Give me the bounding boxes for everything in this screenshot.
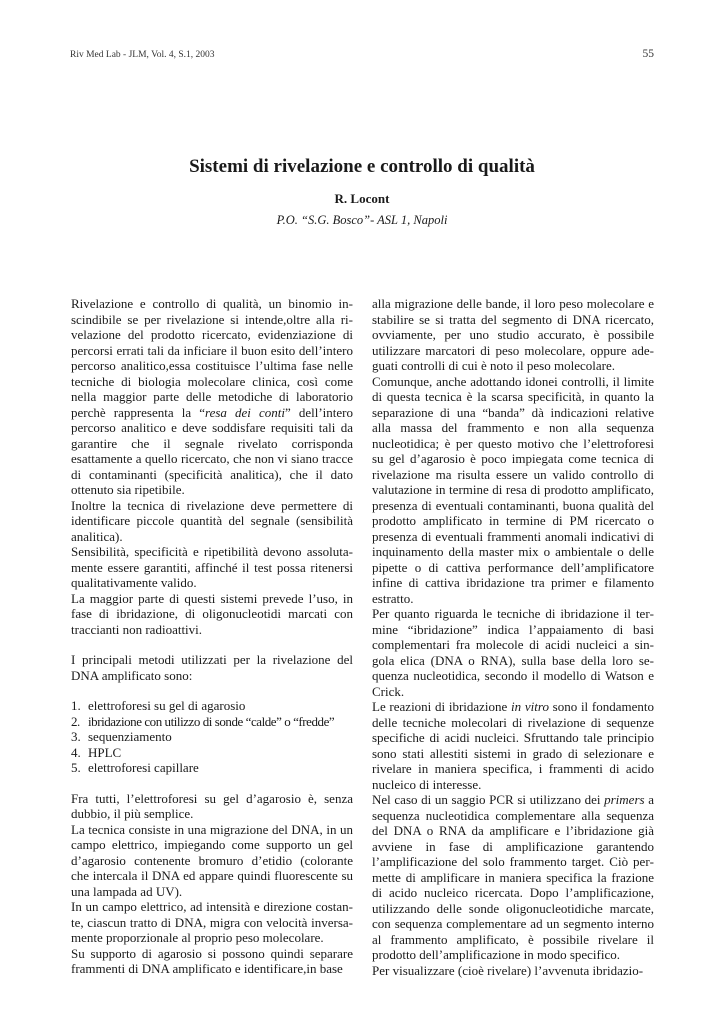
list-number: 1.	[71, 698, 81, 713]
paragraph: I principali metodi utilizzati per la rivelazione del DNA amplificato sono:	[71, 652, 353, 683]
text-run: Le reazioni di ibridazione	[372, 699, 512, 714]
list-item	[71, 760, 353, 776]
paragraph: Su supporto di agarosio si possono quindi separare frammenti di DNA amplificato e identificare,in base	[71, 945, 353, 976]
right-column	[372, 296, 654, 978]
paragraph	[71, 296, 353, 498]
title-block	[0, 156, 724, 228]
left-column	[71, 296, 353, 977]
list-number: 4.	[71, 744, 81, 760]
page-number: 55	[642, 48, 654, 60]
paragraph: Fra tutti, l’elettroforesi su gel d’agarosio è, senza dubbio, il più semplice.	[71, 790, 353, 821]
emphasis: resa dei conti	[205, 404, 285, 420]
paragraph: Comunque, anche adottando idonei controlli, il limite di questa tecnica è la scarsa specificità, in quanto la separazione di una “banda” dà indicazioni relative alla massa del frammento e non alla sequenza nucleotidica; è per questo motivo che l’elettroforesi su gel d’agarosio è poco impiegata come tecnica di rivelazione ma risulta essere un valido controllo di valutazione in termine di resa di prodotto amplificato, presenza di eventuali contaminanti, buona qualità del prodotto amplificato in termine di PM ricercato o presenza di eventuali frammenti anomali indicativi di inquinamento della master mix o ambientale o delle pipette o di cattiva performance dell’amplificatore infine di cattiva ibridazione tra primer e filamento estratto.	[372, 373, 654, 606]
list-number: 3.	[71, 729, 81, 744]
text-run: a sequenza nucleotidica complementare alla sequenza del DNA o RNA da amplificare e l’ibridazione già avviene in fase di amplificazione garantendo l’amplificazione del solo frammento target. Ciò permette di amplificare in maniera specifica la frazione di acido nucleico ricercata. Dopo l’amplificazione, utilizzando delle sonde oligonucleotidiche marcate, con sequenza complementare ad un segmento interno al frammento amplificato, è possibile rivelare il prodotto dell’amplificazione in modo specifico.	[372, 792, 654, 962]
list-text: HPLC	[88, 744, 122, 760]
methods-list	[71, 698, 353, 776]
text-run: ” dell’intero percorso analitico e deve soddisfare requisiti tali da garantire che il segnale rivelato corrisponda esattamente a quello ricercato, che non vi siano tracce di contaminanti (specificità analitica), che il dato ottenuto sia ripetibile.	[71, 404, 353, 497]
list-text: ibridazione con utilizzo di sonde “calde” o “fredde”	[88, 713, 335, 729]
list-item	[71, 714, 353, 730]
paragraph: Inoltre la tecnica di rivelazione deve permettere di identificare piccole quantità del segnale (sensibilità analitica).	[71, 497, 353, 544]
emphasis: primers	[604, 792, 645, 807]
paragraph: In un campo elettrico, ad intensità e direzione costante, ciascun tratto di DNA, migra con velocità inversamente proporzionale al proprio peso molecolare.	[71, 899, 353, 945]
list-item	[71, 698, 353, 714]
paragraph	[372, 792, 654, 963]
list-item	[71, 745, 353, 761]
list-text: sequenziamento	[88, 729, 172, 744]
paragraph: Sensibilità, specificità e ripetibilità devono assolutamente essere garantiti, affinché il test possa ritenersi qualitativamente valido.	[71, 544, 353, 590]
paragraph	[372, 699, 654, 792]
article-author: R. Locont	[334, 191, 390, 206]
article-title: Sistemi di rivelazione e controllo di qualità	[189, 156, 535, 177]
list-text: elettroforesi su gel di agarosio	[88, 698, 246, 713]
list-item	[71, 729, 353, 745]
text-run: Nel caso di un saggio PCR si utilizzano dei	[372, 792, 605, 807]
paragraph: Per visualizzare (cioè rivelare) l’avvenuta ibridazio-	[372, 962, 644, 978]
list-text: elettroforesi capillare	[88, 760, 199, 775]
text-run: Rivelazione e controllo di qualità, un binomio inscindibile se per rivelazione si intende,oltre alla rivelazione del prodotto ricercato, evidenziazione di percorsi errati tali da inficiare il buon esito dell’intero percorso analitico,essa costituisce l’ultima fase nelle tecniche di biologia molecolare clinica, così come nella maggior parte delle metodiche di laboratorio perchè rappresenta la “	[71, 296, 353, 420]
paragraph: La maggior parte di questi sistemi prevede l’uso, in fase di ibridazione, di oligonucleotidi marcati con traccianti non radioattivi.	[71, 590, 353, 637]
emphasis: in vitro	[511, 699, 549, 714]
text-run: sono il fondamento delle tecniche molecolari di rivelazione di sequenze specifiche di acidi nucleici. Sfruttando tale principio sono stati allestiti sistemi in grado di selezionare e rivelare in maniera specifica, i frammenti di acido nucleico di interesse.	[372, 699, 654, 792]
paragraph: La tecnica consiste in una migrazione del DNA, in un campo elettrico, impiegando come supporto un gel d’agarosio contenente bromuro d’etidio (colorante che intercala il DNA ed appare quindi fluorescente su una lampada ad UV).	[71, 821, 353, 899]
paragraph: Per quanto riguarda le tecniche di ibridazione il termine “ibridazione” indica l’appaiamento di basi complementari fra molecole di acidi nucleici a singola elica (DNA o RNA), sulla base della loro sequenza nucleotidica, secondo il modello di Watson e Crick.	[372, 606, 654, 699]
paragraph: alla migrazione delle bande, il loro peso molecolare e stabilire se si tratta del segmento di DNA ricercato, ovviamente, per uno studio accurato, è possibile utilizzare marcatori di peso molecolare, oppure adeguati controlli di cui è noto il peso molecolare.	[372, 296, 654, 373]
running-head: Riv Med Lab - JLM, Vol. 4, S.1, 2003	[70, 50, 215, 60]
list-number: 2.	[71, 713, 80, 729]
article-affiliation: P.O. “S.G. Bosco”- ASL 1, Napoli	[276, 213, 448, 227]
list-number: 5.	[71, 760, 81, 775]
